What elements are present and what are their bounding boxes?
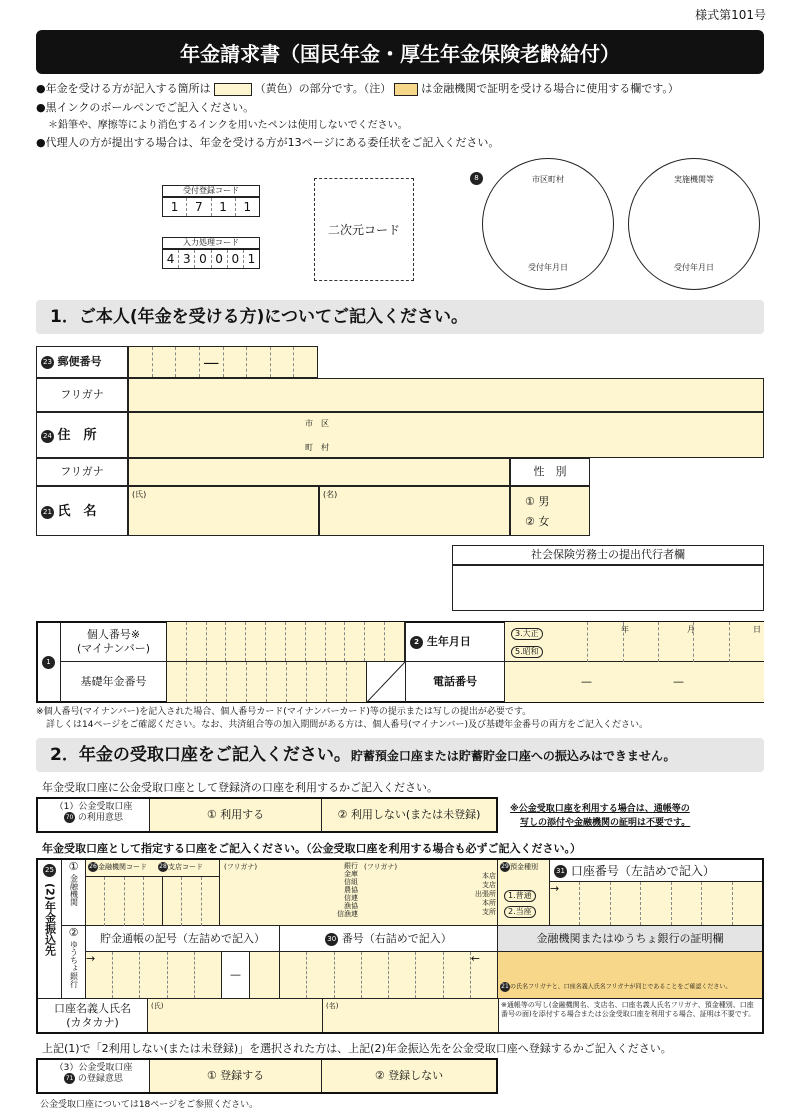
q3-option-not-register[interactable]: ② 登録しない xyxy=(322,1060,496,1092)
q1-label-cell: （1）公金受取口座 70 の利用意思 xyxy=(38,799,150,831)
nyuryoku-code-label: 入力処理コード xyxy=(162,237,260,249)
yucho-vertical-label: ② ゆうちょ銀行 xyxy=(62,926,86,998)
note-line-1: ●年金を受ける方が記入する箇所は （黄色）の部分です。（注） は金融機関で証明を受ける場合に使用する欄です。） xyxy=(36,82,679,95)
chouson-label: 町 村 xyxy=(305,443,329,452)
note-line-3: ＊鉛筆や、摩擦等により消色するインクを用いたペンは使用しないでください。 xyxy=(48,120,408,131)
holder-small-note: ※通帳等の写し(金融機関名、支店名、口座名義人氏名フリガナ、預金種別、口座番号の面)を添付する場合または公金受取口座を利用する場合、証明は不要です。 xyxy=(498,998,762,1032)
postal-label-cell: 23 郵便番号 xyxy=(36,346,128,378)
municipal-stamp-bottom: 受付年月日 xyxy=(528,263,568,272)
mynumber-note-2: 詳しくは14ページをご確認ください。なお、共済組合等の加入期間がある方は、個人番号(マイナンバー)及び基礎年金番号の両方をご記入ください。 xyxy=(46,720,649,730)
id-row-number: 1 xyxy=(37,622,61,702)
account-number-input[interactable]: → xyxy=(550,882,762,926)
proof-area: 21の氏名フリガナと、口座名義人氏名フリガナが同じであることをご確認ください。 xyxy=(498,952,762,998)
postal-code-input[interactable]: — xyxy=(128,346,318,378)
uketsuke-code-label: 受付登録コード xyxy=(162,185,260,197)
name-label-cell: 21 氏 名 xyxy=(36,486,128,536)
sex-option-male[interactable]: ① 男 xyxy=(525,495,550,508)
kigo-dash: — xyxy=(222,952,250,998)
q1-option-use[interactable]: ① 利用する xyxy=(150,799,322,831)
stamp-number: 8 xyxy=(470,168,483,187)
family-name-input[interactable]: (氏) xyxy=(128,486,319,536)
form-title: 年金請求書（国民年金・厚生年金保険老齢給付） xyxy=(36,30,764,74)
section2-heading: 2．年金の受取口座をご記入ください。貯蓄預金口座または貯蓄貯金口座への振込みはできません。 xyxy=(36,738,764,772)
birth-date-input[interactable]: 3.大正 5.昭和 年 月 日 xyxy=(505,622,764,662)
yellow-swatch xyxy=(214,83,252,96)
branch-type-list[interactable]: 本店 支店 出張所 本所 支所 xyxy=(475,872,496,916)
sharoushi-input[interactable] xyxy=(452,565,764,611)
tel-label: 電話番号 xyxy=(405,662,505,702)
kigo-input-last[interactable] xyxy=(250,952,280,998)
uketsuke-code-boxes: 1 7 1 1 xyxy=(162,197,260,217)
address-input[interactable] xyxy=(128,412,764,458)
shiku-label: 市 区 xyxy=(305,419,329,428)
q1-option-not-use[interactable]: ② 利用しない(または未登録) xyxy=(322,799,496,831)
sharoushi-label: 社会保険労務士の提出代行者欄 xyxy=(452,545,764,565)
account-type-futsu[interactable]: 1.普通 xyxy=(504,890,536,902)
note-line-2: ●黒インクのボールペンでご記入ください。 xyxy=(36,101,255,114)
mynumber-label-cell: 個人番号※ (マイナンバー) xyxy=(61,622,167,662)
bank-type-list[interactable]: 銀行 金庫 信組 農協 信連 漁協 信漁連 xyxy=(337,862,358,918)
orange-swatch xyxy=(394,83,418,96)
proof-label: 金融機関またはゆうちょ銀行の証明欄 xyxy=(498,926,762,952)
birth-label-cell: 2 生年月日 xyxy=(405,622,505,662)
footer-note: 公金受取口座については18ページをご参照ください。 xyxy=(40,1100,259,1110)
q1-note-2: 写しの添付や金融機関の証明は不要です。 xyxy=(520,818,691,828)
q3-option-register[interactable]: ① 登録する xyxy=(150,1060,322,1092)
address-furigana-label: フリガナ xyxy=(36,378,128,412)
bank-code-input[interactable]: 26金融機関コード 28支店コード xyxy=(86,860,220,926)
q1-note-1: ※公金受取口座を利用する場合は、通帳等の xyxy=(510,804,690,814)
kiso-diagonal-slash xyxy=(367,662,405,702)
holder-given-input[interactable]: (名) xyxy=(323,998,498,1032)
holder-family-input[interactable]: (氏) xyxy=(148,998,323,1032)
agency-stamp-top: 実施機関等 xyxy=(674,175,714,184)
municipal-stamp-circle xyxy=(482,158,614,290)
q3-label-cell: （3）公金受取口座 71 の登録意思 xyxy=(38,1060,150,1092)
agency-stamp-bottom: 受付年月日 xyxy=(674,263,714,272)
bango-label: 30 番号（右詰めで記入） xyxy=(280,926,498,952)
bank-name-input[interactable]: (フリガナ) (フリガナ) 銀行 金庫 信組 農協 信連 漁協 信漁連 本店 支店 出張所 本所 支所 xyxy=(220,860,498,926)
nyuryoku-code-boxes: 4 3 0 0 0 1 xyxy=(162,249,260,269)
address-furigana-input[interactable] xyxy=(128,378,764,412)
bank-vertical-label: ① 金融機関 xyxy=(62,860,86,926)
account-number-label: 31 口座番号（左詰めで記入） xyxy=(550,860,762,882)
name-furigana-input[interactable] xyxy=(128,458,510,486)
section2-intro-2: 年金受取口座として指定する口座をご記入ください。（公金受取口座を利用する場合も必ずご記入ください。） xyxy=(42,842,581,855)
kiso-input[interactable] xyxy=(167,662,367,702)
municipal-stamp-top: 市区町村 xyxy=(532,175,564,184)
mynumber-note-1: ※個人番号(マイナンバー)を記入された場合、個人番号カード(マイナンバーカード)等の提示または写しの提出が必要です。 xyxy=(36,707,532,717)
section1-heading: 1．ご本人(年金を受ける方)についてご記入ください。 xyxy=(36,300,764,334)
section2-intro-1: 年金受取口座に公金受取口座として登録済の口座を利用するかご記入ください。 xyxy=(42,781,438,794)
kigo-input[interactable]: → xyxy=(86,952,222,998)
account-type-select[interactable]: 29預金種別 1.普通 2.当座 xyxy=(498,860,550,926)
note-line-4: ●代理人の方が提出する場合は、年金を受ける方が13ページにある委任状をご記入ください。 xyxy=(36,136,500,149)
q2-label-cell: 25 (2)年金振込先 xyxy=(38,860,62,998)
bango-input[interactable]: ← xyxy=(280,952,498,998)
mynumber-input[interactable] xyxy=(167,622,405,662)
sex-option-female[interactable]: ② 女 xyxy=(525,515,550,528)
holder-label-cell: 口座名義人氏名 (カタカナ) xyxy=(38,998,148,1032)
era-showa[interactable]: 5.昭和 xyxy=(511,646,543,658)
era-taisho[interactable]: 3.大正 xyxy=(511,628,543,640)
name-furigana-label: フリガナ xyxy=(36,458,128,486)
agency-stamp-circle xyxy=(628,158,760,290)
qr-code-box: 二次元コード xyxy=(314,178,414,281)
sex-label: 性 別 xyxy=(510,458,590,486)
section2-intro-3: 上記(1)で「2利用しない(または未登録)」を選択された方は、上記(2)年金振込先を公金受取口座へ登録するかご記入ください。 xyxy=(42,1042,672,1055)
tel-input[interactable]: — — xyxy=(505,662,764,702)
kiso-label: 基礎年金番号 xyxy=(61,662,167,702)
account-type-touza[interactable]: 2.当座 xyxy=(504,906,536,918)
sex-select[interactable] xyxy=(510,486,590,536)
address-label-cell: 24 住 所 xyxy=(36,412,128,458)
form-number: 様式第101号 xyxy=(695,8,766,22)
kigo-label: 貯金通帳の記号（左詰めで記入） xyxy=(86,926,280,952)
given-name-input[interactable]: (名) xyxy=(319,486,510,536)
